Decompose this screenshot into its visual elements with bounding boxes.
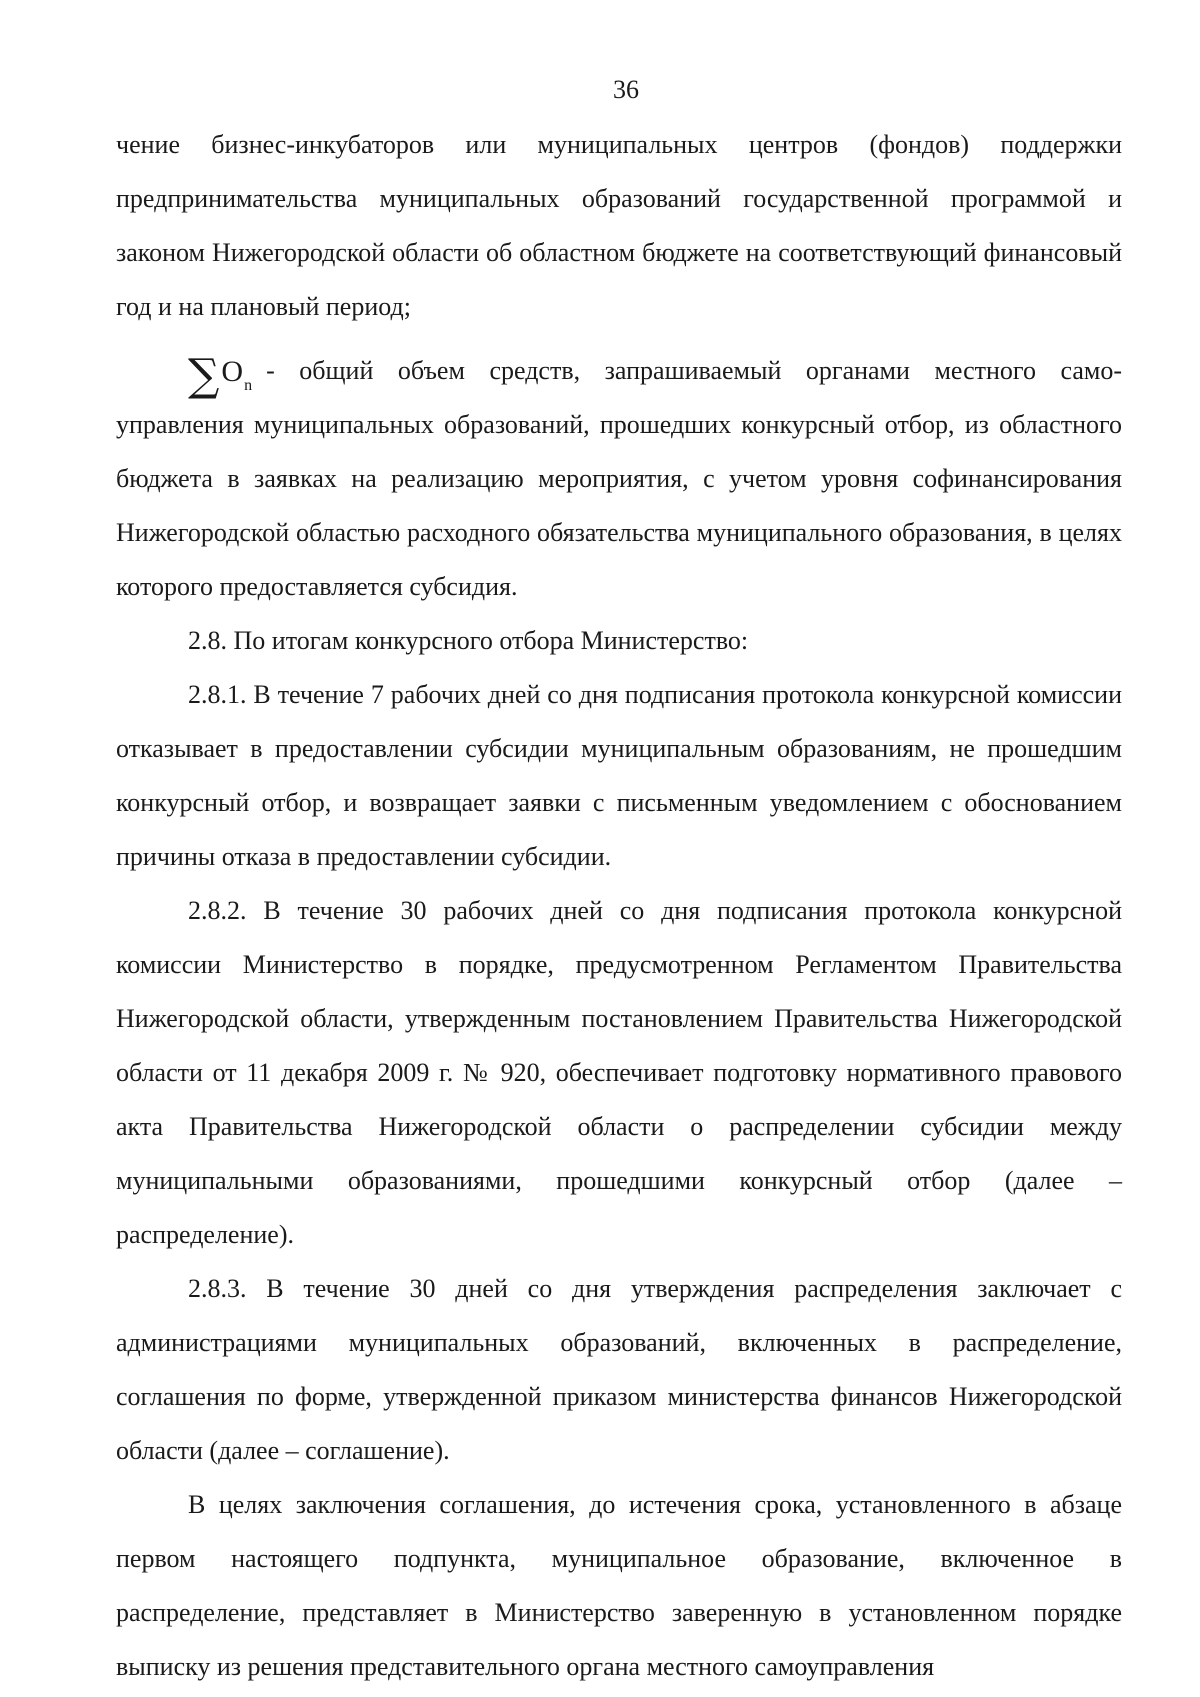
paragraph-2-8-3: 2.8.3. В течение 30 дней со дня утверждения распределения заключает с администрациями муниципальных образований, включенных в распределение, соглашения по форме, утвержденной приказом министерства финансов Нижегородской области (далее – соглашение). xyxy=(116,1274,1122,1465)
paragraph-2-8-2: 2.8.2. В течение 30 рабочих дней со дня подписания протокола конкурсной комиссии Министерство в порядке, предусмотренном Регламентом Правительства Нижегородской области, утвержденным постановлением Правительства Нижегородской области от 11 декабря 2009 г. № 920, обеспечивает подготовку нормативного правового акта Правительства Нижегородской области о распределении субсидии между муниципальными образованиями, прошедшими конкурсный отбор (далее – распределение). xyxy=(116,896,1122,1249)
document-body xyxy=(116,118,1122,1694)
formula-definition-text: управления муниципальных образований, прошедших конкурсный отбор, из областного бюджета в заявках на реализацию мероприятия, с учетом уровня софинансирования Нижегородской областью расходного обязательства муниципального образования, в целях которого предоставляется субсидия. xyxy=(116,410,1122,601)
formula-letter: O xyxy=(221,355,244,388)
paragraph-2-8-1: 2.8.1. В течение 7 рабочих дней со дня подписания протокола конкурсной комиссии отказывает в предоставлении субсидии муниципальным образованиям, не прошедшим конкурсный отбор, и возвращает заявки с письменным уведомлением с обоснованием причины отказа в предоставлении субсидии. xyxy=(116,680,1122,871)
paragraph-agreement: В целях заключения соглашения, до истечения срока, установленного в абзаце первом настоящего подпункта, муниципальное образование, включенное в распределение, представляет в Министерство заверенную в установленном порядке выписку из решения представительного органа местного самоуправления xyxy=(116,1490,1122,1681)
formula-definition-first-line: - общий объем средств, запрашиваемый органами местного само- xyxy=(266,356,1122,385)
paragraph-2-8: 2.8. По итогам конкурсного отбора Министерство: xyxy=(188,626,749,655)
formula-definition xyxy=(116,344,1122,614)
paragraph-continuation: чение бизнес-инкубаторов или муниципальных центров (фондов) поддержки предпринимательства муниципальных образований государственной программой и законом Нижегородской области об областном бюджете на соответствующий финансовый год и на плановый период; xyxy=(116,130,1122,321)
page-number: 36 xyxy=(613,75,639,104)
formula-subscript: n xyxy=(244,377,253,394)
sum-formula xyxy=(188,344,253,401)
sigma-symbol: ∑ xyxy=(188,350,220,401)
document-page xyxy=(116,62,1122,1694)
